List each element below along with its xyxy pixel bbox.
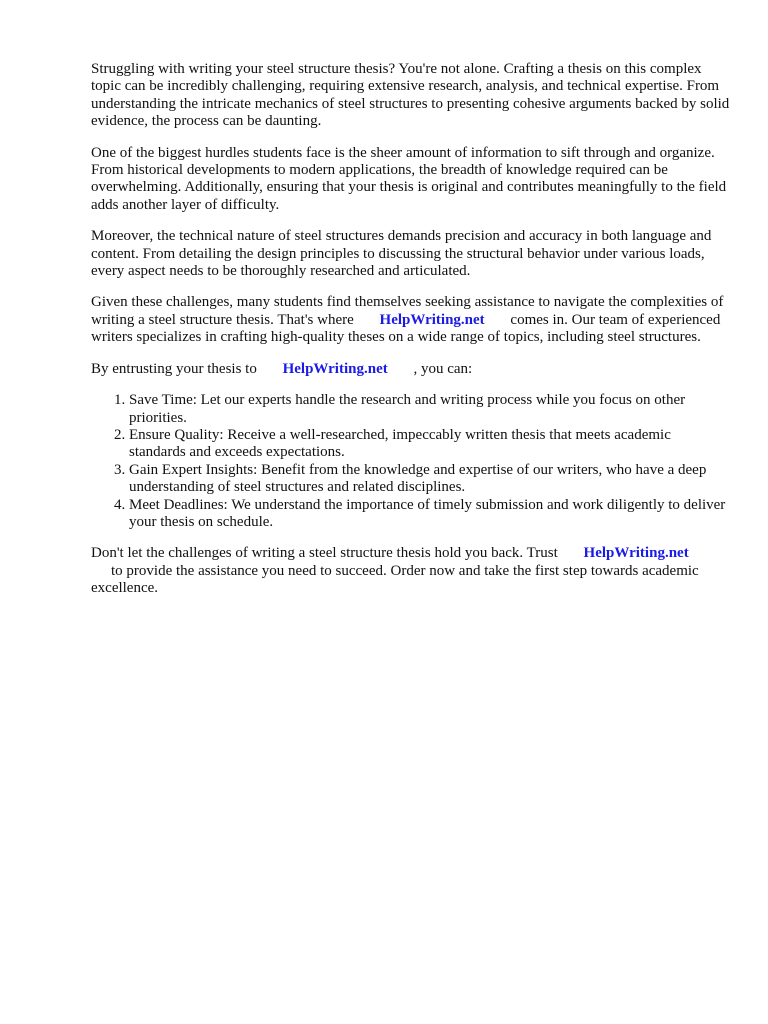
helpwriting-link[interactable]: HelpWriting.net — [282, 360, 388, 377]
entrusting-text-after: , you can: — [413, 360, 473, 377]
assistance-text-after: comes in. Our team of experienced writers specializes in crafting high-quality theses on a wide range of topics, including steel structures. — [91, 311, 721, 346]
list-item: 3. Gain Expert Insights: Benefit from the knowledge and expertise of our writers, who have a deep understanding of steel structures and related disciplines. — [129, 462, 731, 497]
closing-text-after: to provide the assistance you need to succeed. Order now and take the first step towards academic excellence. — [91, 562, 699, 597]
assistance-paragraph — [91, 294, 731, 346]
closing-paragraph — [91, 545, 731, 597]
assistance-text-before: Given these challenges, many students find themselves seeking assistance to navigate the complexities of writing a steel structure thesis. That's where — [91, 294, 724, 328]
document-page — [91, 61, 731, 612]
list-item: 1. Save Time: Let our experts handle the research and writing process while you focus on other priorities. — [129, 392, 731, 427]
technical-paragraph: Moreover, the technical nature of steel structures demands precision and accuracy in both language and content. From detailing the design principles to discussing the structural behavior under various loads, every aspect needs to be thoroughly researched and articulated. — [91, 228, 712, 280]
entrusting-paragraph — [91, 361, 731, 378]
entrusting-text-before: By entrusting your thesis to — [91, 360, 257, 377]
helpwriting-link[interactable]: HelpWriting.net — [379, 311, 485, 328]
list-item: 2. Ensure Quality: Receive a well-researched, impeccably written thesis that meets academic standards and exceeds expectations. — [129, 427, 731, 462]
helpwriting-link[interactable]: HelpWriting.net — [583, 545, 689, 562]
closing-text-before: Don't let the challenges of writing a steel structure thesis hold you back. Trust — [91, 545, 558, 562]
hurdles-paragraph: One of the biggest hurdles students face is the sheer amount of information to sift through and organize. From historical developments to modern applications, the breadth of knowledge required can be overwhelming. Additionally, ensuring that your thesis is original and contributes meaningfully to the field adds another layer of difficulty. — [91, 144, 727, 213]
intro-paragraph: Struggling with writing your steel structure thesis? You're not alone. Crafting a thesis on this complex topic can be incredibly challenging, requiring extensive research, analysis, and technical expertise. From understanding the intricate mechanics of steel structures to presenting cohesive arguments backed by solid evidence, the process can be daunting. — [91, 61, 730, 130]
list-item: 4. Meet Deadlines: We understand the importance of timely submission and work diligently to deliver your thesis on schedule. — [129, 497, 731, 532]
benefits-list — [91, 392, 731, 531]
